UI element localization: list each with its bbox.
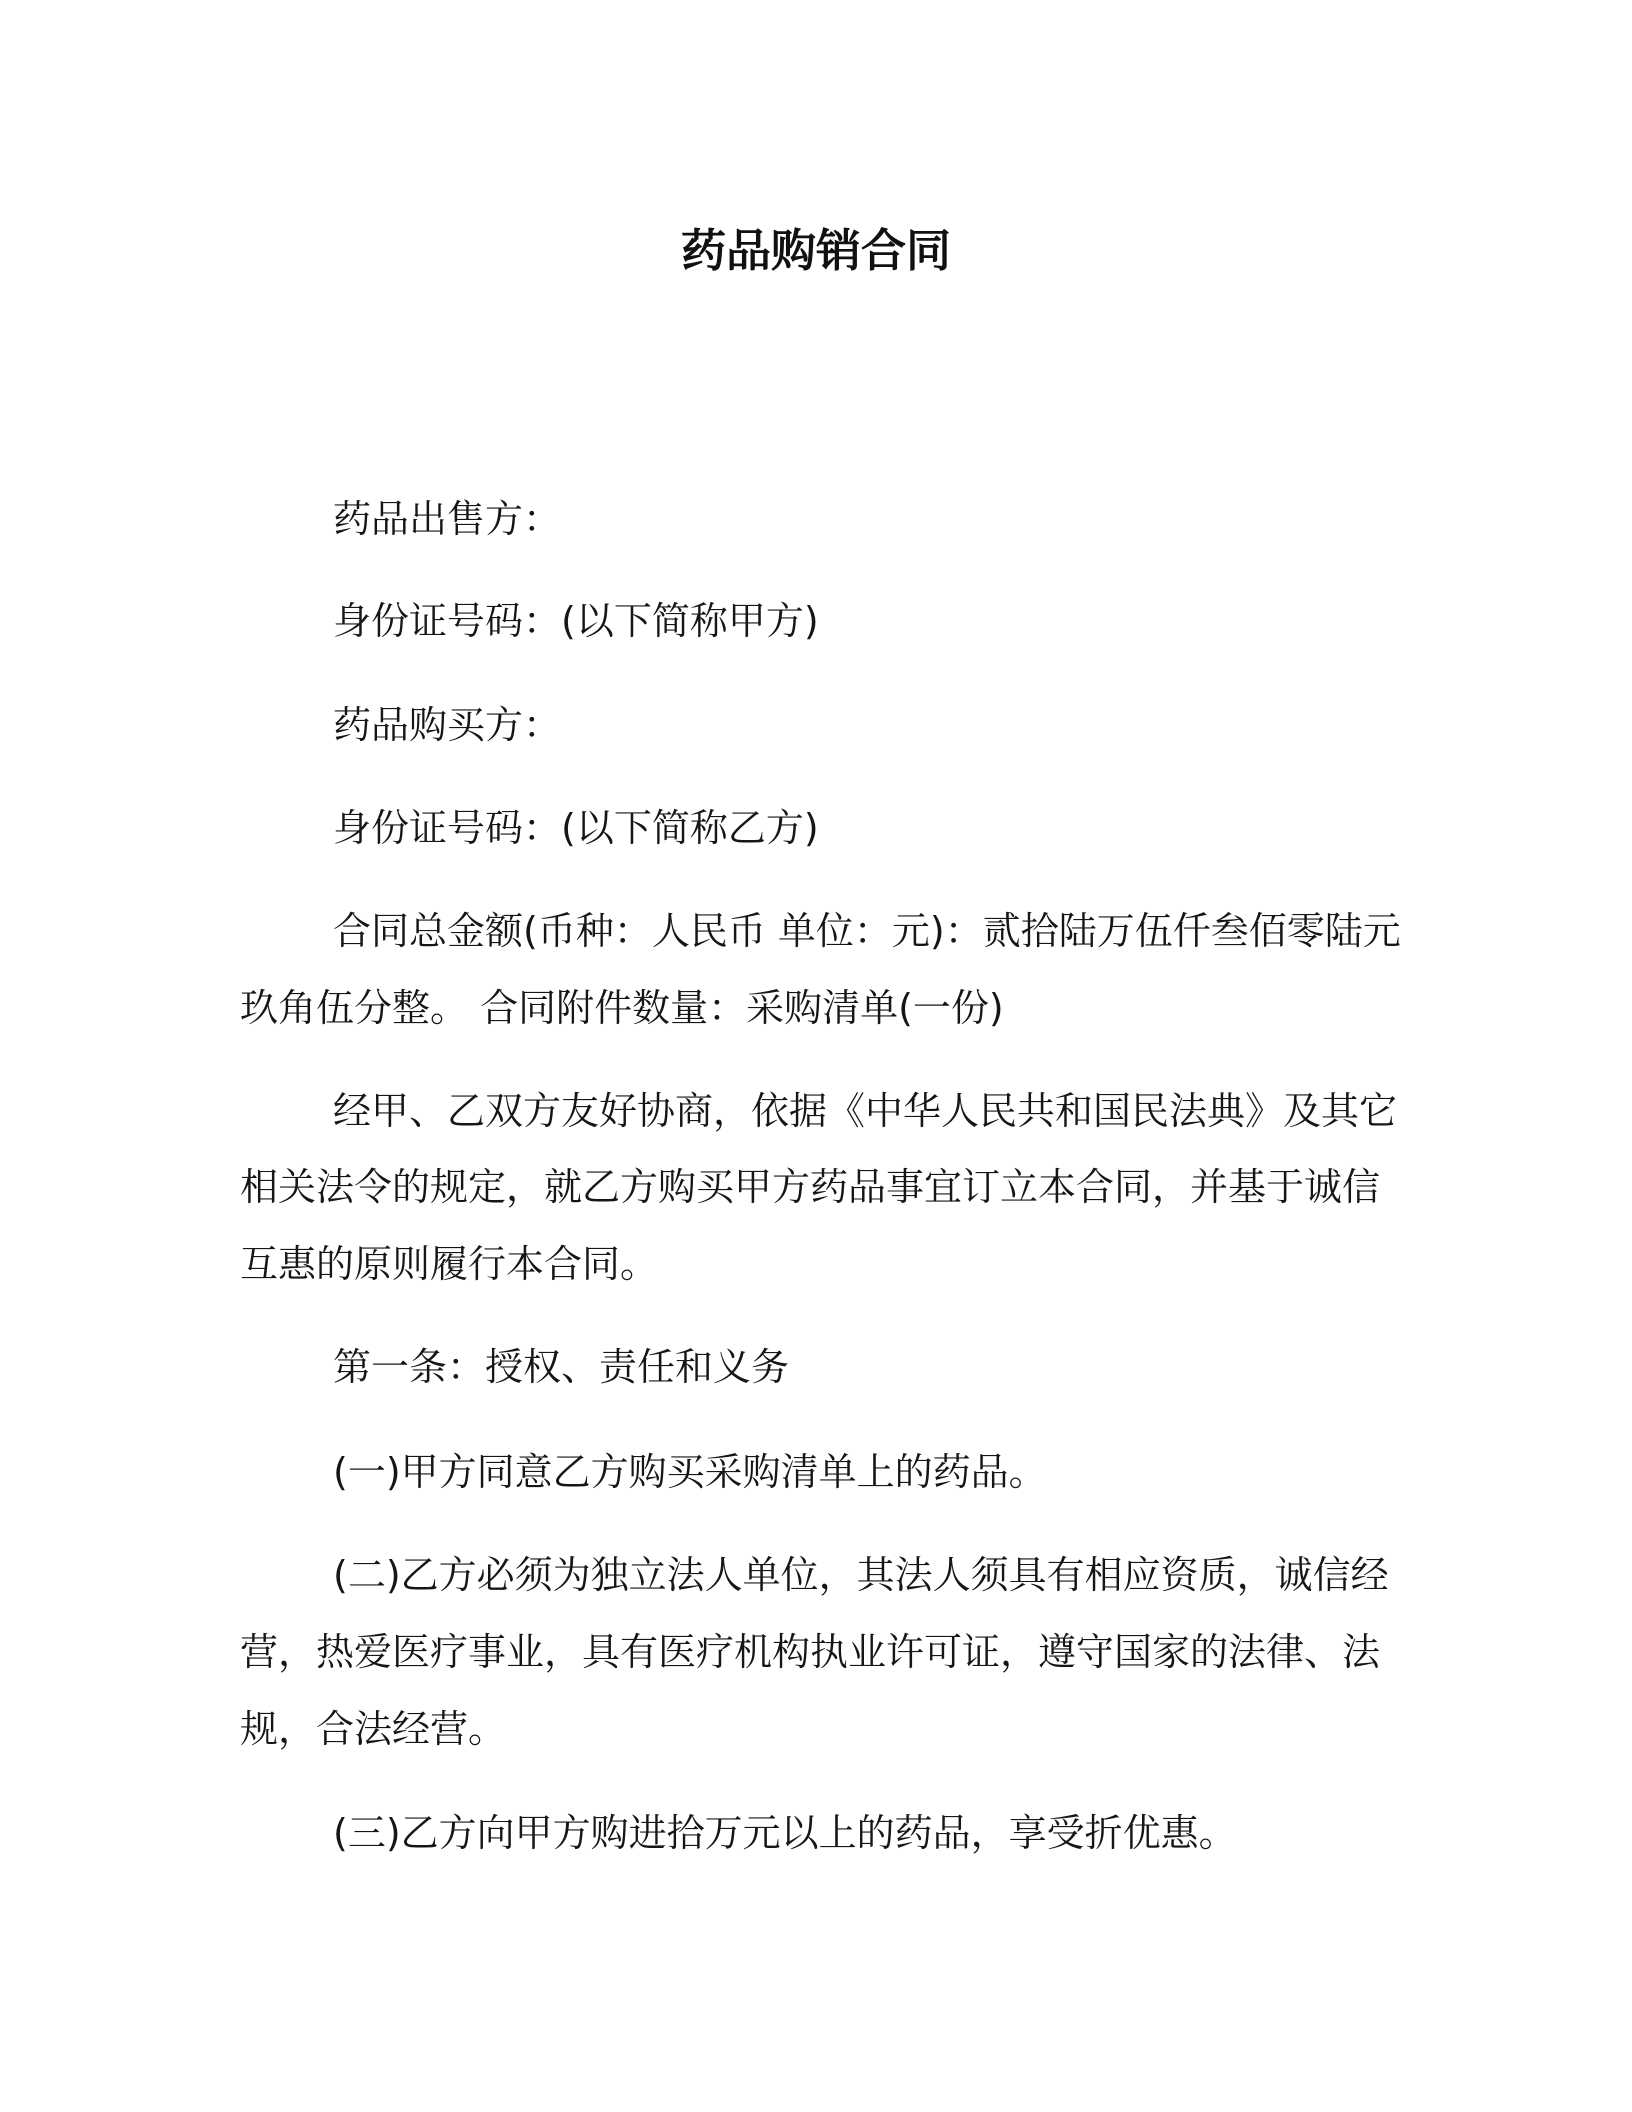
paragraph-line: (二)乙方必须为独立法人单位，其法人须具有相应资质，诚信经 — [333, 1553, 1389, 1597]
buyer-id-label: 身份证号码：(以下简称乙方) — [333, 806, 819, 850]
paragraph-line: (三)乙方向甲方购进拾万元以上的药品，享受折优惠。 — [333, 1811, 1237, 1855]
paragraph-line: 相关法令的规定，就乙方购买甲方药品事宜订立本合同，并基于诚信 — [240, 1165, 1381, 1209]
paragraph-line: 互惠的原则履行本合同。 — [240, 1242, 659, 1286]
document-title: 药品购销合同 — [680, 224, 951, 277]
paragraph-line: (一)甲方同意乙方购买采购清单上的药品。 — [333, 1450, 1047, 1494]
paragraph-line: 营，热爱医疗事业，具有医疗机构执业许可证，遵守国家的法律、法 — [240, 1630, 1381, 1674]
paragraph-line: 合同总金额(币种：人民币 单位：元)：贰拾陆万伍仟叁佰零陆元 — [333, 909, 1401, 953]
seller-label: 药品出售方： — [333, 497, 562, 541]
buyer-label: 药品购买方： — [333, 703, 562, 747]
article-heading: 第一条：授权、责任和义务 — [333, 1345, 790, 1389]
seller-id-label: 身份证号码：(以下简称甲方) — [333, 599, 819, 643]
paragraph-line: 规，合法经营。 — [240, 1707, 507, 1751]
paragraph-line: 经甲、乙双方友好协商，依据《中华人民共和国民法典》及其它 — [333, 1089, 1398, 1133]
paragraph-line: 玖角伍分整。 合同附件数量：采购清单(一份) — [240, 986, 1004, 1030]
